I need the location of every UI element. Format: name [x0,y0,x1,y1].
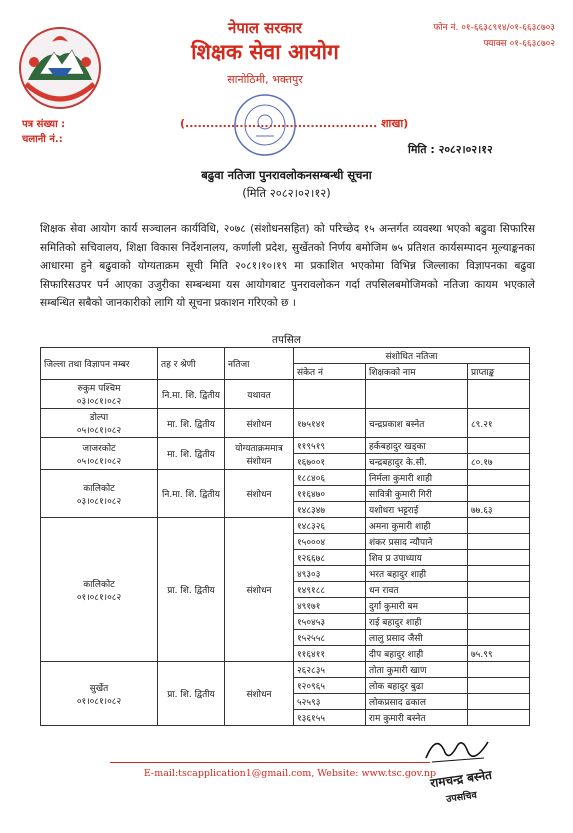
notice-body: शिक्षक सेवा आयोग कार्य सञ्चालन कार्यविधि, २०७८ (संशोधनसहित) को परिच्छेद १५ अन्तर्गत व्यवस्था भएको बढुवा सिफारिस समितिको सचिवालय, शिक्षा विकास निर्देशनालय, कर्णाली प्रदेश, सुर्खेतको निर्णय बमोजिम ७५ प्रतिशत कार्यसम्पादन मूल्याङ्कनका आधारमा हुने बढुवाको योग्यताक्रम सूची मिति २०८१।१०।१९ मा प्रकाशित भएकोमा विभिन्न जिल्लाका विज्ञापनका बढुवा सिफारिसउपर पर्न आएका उजुरीका सम्बन्धमा यस आयोगबाट पुनरावलोकन गर्दा तपसिलबमोजिमको नतिजा कायम भएकाले सम्बन्धित सबैको जानकारीको लागि यो सूचना प्रकाशन गरिएको छ । [40,223,535,309]
cell-score [468,534,530,550]
cell-district: रुकुम पश्चिम ०३।०८१।०८२ [41,380,158,409]
cell-district: जाजरकोट ०५।०८१।०८२ [41,438,158,470]
cell-level: मा. शि. द्वितीय [158,409,225,438]
cell-symbol: ४९१७१ [294,598,366,614]
table-row [41,470,530,486]
cell-name: सावित्री कुमारी गिरी [366,486,468,502]
cell-score [468,438,530,454]
cell-name: निर्मला कुमारी शाही [366,470,468,486]
cell-name: शंकर प्रसाद न्यौपाने [366,534,468,550]
cell-name: राम कुमारी बस्नेत [366,710,468,726]
cell-score [468,662,530,678]
col-result: नतिजा [225,348,294,380]
cell-district: कालिकोट ०३।०८१।०८२ [41,470,158,518]
cell-symbol: १७५१४१ [294,409,366,438]
signature-mark [418,728,496,770]
signatory-name: रामचन्द्र बस्नेत [429,767,493,791]
cell-symbol: ५२५९३ [294,694,366,710]
cell-level: प्रा. शि. द्वितीय [158,662,225,726]
cell-name: यशोधरा भट्टराई [366,502,468,518]
cell-level: मा. शि. द्वितीय [158,438,225,470]
cell-score [468,630,530,646]
cell-name: शिव प्र उपाध्याय [366,550,468,566]
cell-level: नि.मा. शि. द्वितीय [158,380,225,409]
cell-score [468,486,530,502]
cell-symbol: १३६१५५ [294,710,366,726]
cell-name: हर्कबहादुर खड्का [366,438,468,454]
cell-name: लालु प्रसाद जैसी [366,630,468,646]
cell-symbol: १५०००४ [294,534,366,550]
cell-symbol [294,380,366,409]
cell-score: ७७.६३ [468,502,530,518]
cell-result: संशोधन [225,470,294,518]
cell-symbol: ११६४११ [294,646,366,662]
table-row [41,438,530,454]
cell-name: चन्द्रप्रकाश बस्नेत [366,409,468,438]
table-row [41,380,530,409]
cell-score [468,566,530,582]
col-score: प्राप्ताङ्क [468,364,530,380]
col-level: तह र श्रेणी [158,348,225,380]
cell-district: डोल्पा ०५।०८१।०८२ [41,409,158,438]
cell-score: ७५.९९ [468,646,530,662]
cell-result: संशोधन [225,409,294,438]
letter-date: मिति : २०८२।०२।१२ [408,143,493,156]
cell-district: सुर्खेत ०१।०८१।०८२ [41,662,158,726]
branch-field: (.............................................. शाखा) [180,117,409,130]
fax-number: फ्याक्स ०१-६६३८७०२ [483,39,555,49]
cell-score [468,550,530,566]
cell-result: संशोधन [225,662,294,726]
header-commission-name: शिक्षक सेवा आयोग [191,40,339,64]
cell-result: योग्यताक्रममात्र संशोधन [225,438,294,470]
col-symbol: संकेत नं [294,364,366,380]
cell-score [468,582,530,598]
cell-result: संशोधन [225,518,294,662]
cell-name: राई बहादुर शाही [366,614,468,630]
phone-number: फोन नं. ०१-६६३८९१४/०१-६६३८७०३ [433,23,555,33]
cell-symbol: १४८३४७ [294,502,366,518]
cell-symbol: १८८४०६ [294,470,366,486]
cell-name: धन रावत [366,582,468,598]
table-row [41,518,530,534]
letter-number-label: पत्र संख्या : [22,119,66,130]
col-teacher: शिक्षकको नाम [366,364,468,380]
cell-symbol: १५०४५३ [294,614,366,630]
cell-score: ८९.२१ [468,409,530,438]
dispatch-number-label: चलानी नं.: [22,134,63,145]
cell-symbol: ११९५१९ [294,438,366,454]
cell-name: दुर्गा कुमारी बम [366,598,468,614]
cell-name [366,380,468,409]
cell-score [468,694,530,710]
cell-score [468,598,530,614]
cell-symbol: १४८३२६ [294,518,366,534]
cell-score [468,614,530,630]
cell-district: कालिकोट ०१।०८१।०८२ [41,518,158,662]
table-row [41,409,530,438]
cell-level: प्रा. शि. द्वितीय [158,518,225,662]
results-table [40,347,530,726]
col-revised-result: संशोधित नतिजा [294,348,530,364]
cell-result: यथावत [225,380,294,409]
notice-title: बढुवा नतिजा पुनरावलोकनसम्बन्धी सूचना [201,168,372,182]
footer-divider [110,762,430,763]
cell-level: नि.मा. शि. द्वितीय [158,470,225,518]
cell-symbol: ४९३०३ [294,566,366,582]
cell-name: तोता कुमारी खाण [366,662,468,678]
footer-contact: E-mail:tscapplication1@gmail.com, Website: www.tsc.gov.np [143,768,437,779]
cell-symbol: १५२५५८ [294,630,366,646]
cell-score [468,518,530,534]
signatory-designation: उपसचिव [445,789,478,806]
cell-symbol: १२६६७८ [294,550,366,566]
cell-symbol: २६२८३५ [294,662,366,678]
cell-symbol: १६७००१ [294,454,366,470]
cell-score [468,678,530,694]
cell-name: दीप बहादुर शाही [366,646,468,662]
col-district: जिल्ला तथा विज्ञापन नम्बर [41,348,158,380]
cell-score [468,470,530,486]
cell-score: ८०.१७ [468,454,530,470]
cell-name: भरत बहादुर शाही [366,566,468,582]
cell-score [468,380,530,409]
header-location: सानोठिमी, भक्तपुर [227,73,303,86]
table-row [41,662,530,678]
cell-symbol: १४९१८८ [294,582,366,598]
notice-date: (मिति २०८२।०२।१२) [242,186,331,200]
table-caption: तपसिल [272,334,301,346]
header-government: नेपाल सरकार [228,19,302,37]
nepal-emblem-icon [14,22,106,112]
cell-symbol: ११६४७० [294,486,366,502]
cell-symbol: १२०९६५ [294,678,366,694]
cell-name: अमना कुमारी शाही [366,518,468,534]
cell-name: लोकप्रसाद ढकाल [366,694,468,710]
cell-score [468,710,530,726]
cell-name: लोक बहादुर बुढा [366,678,468,694]
cell-name: चन्द्रबहादुर के.सी. [366,454,468,470]
